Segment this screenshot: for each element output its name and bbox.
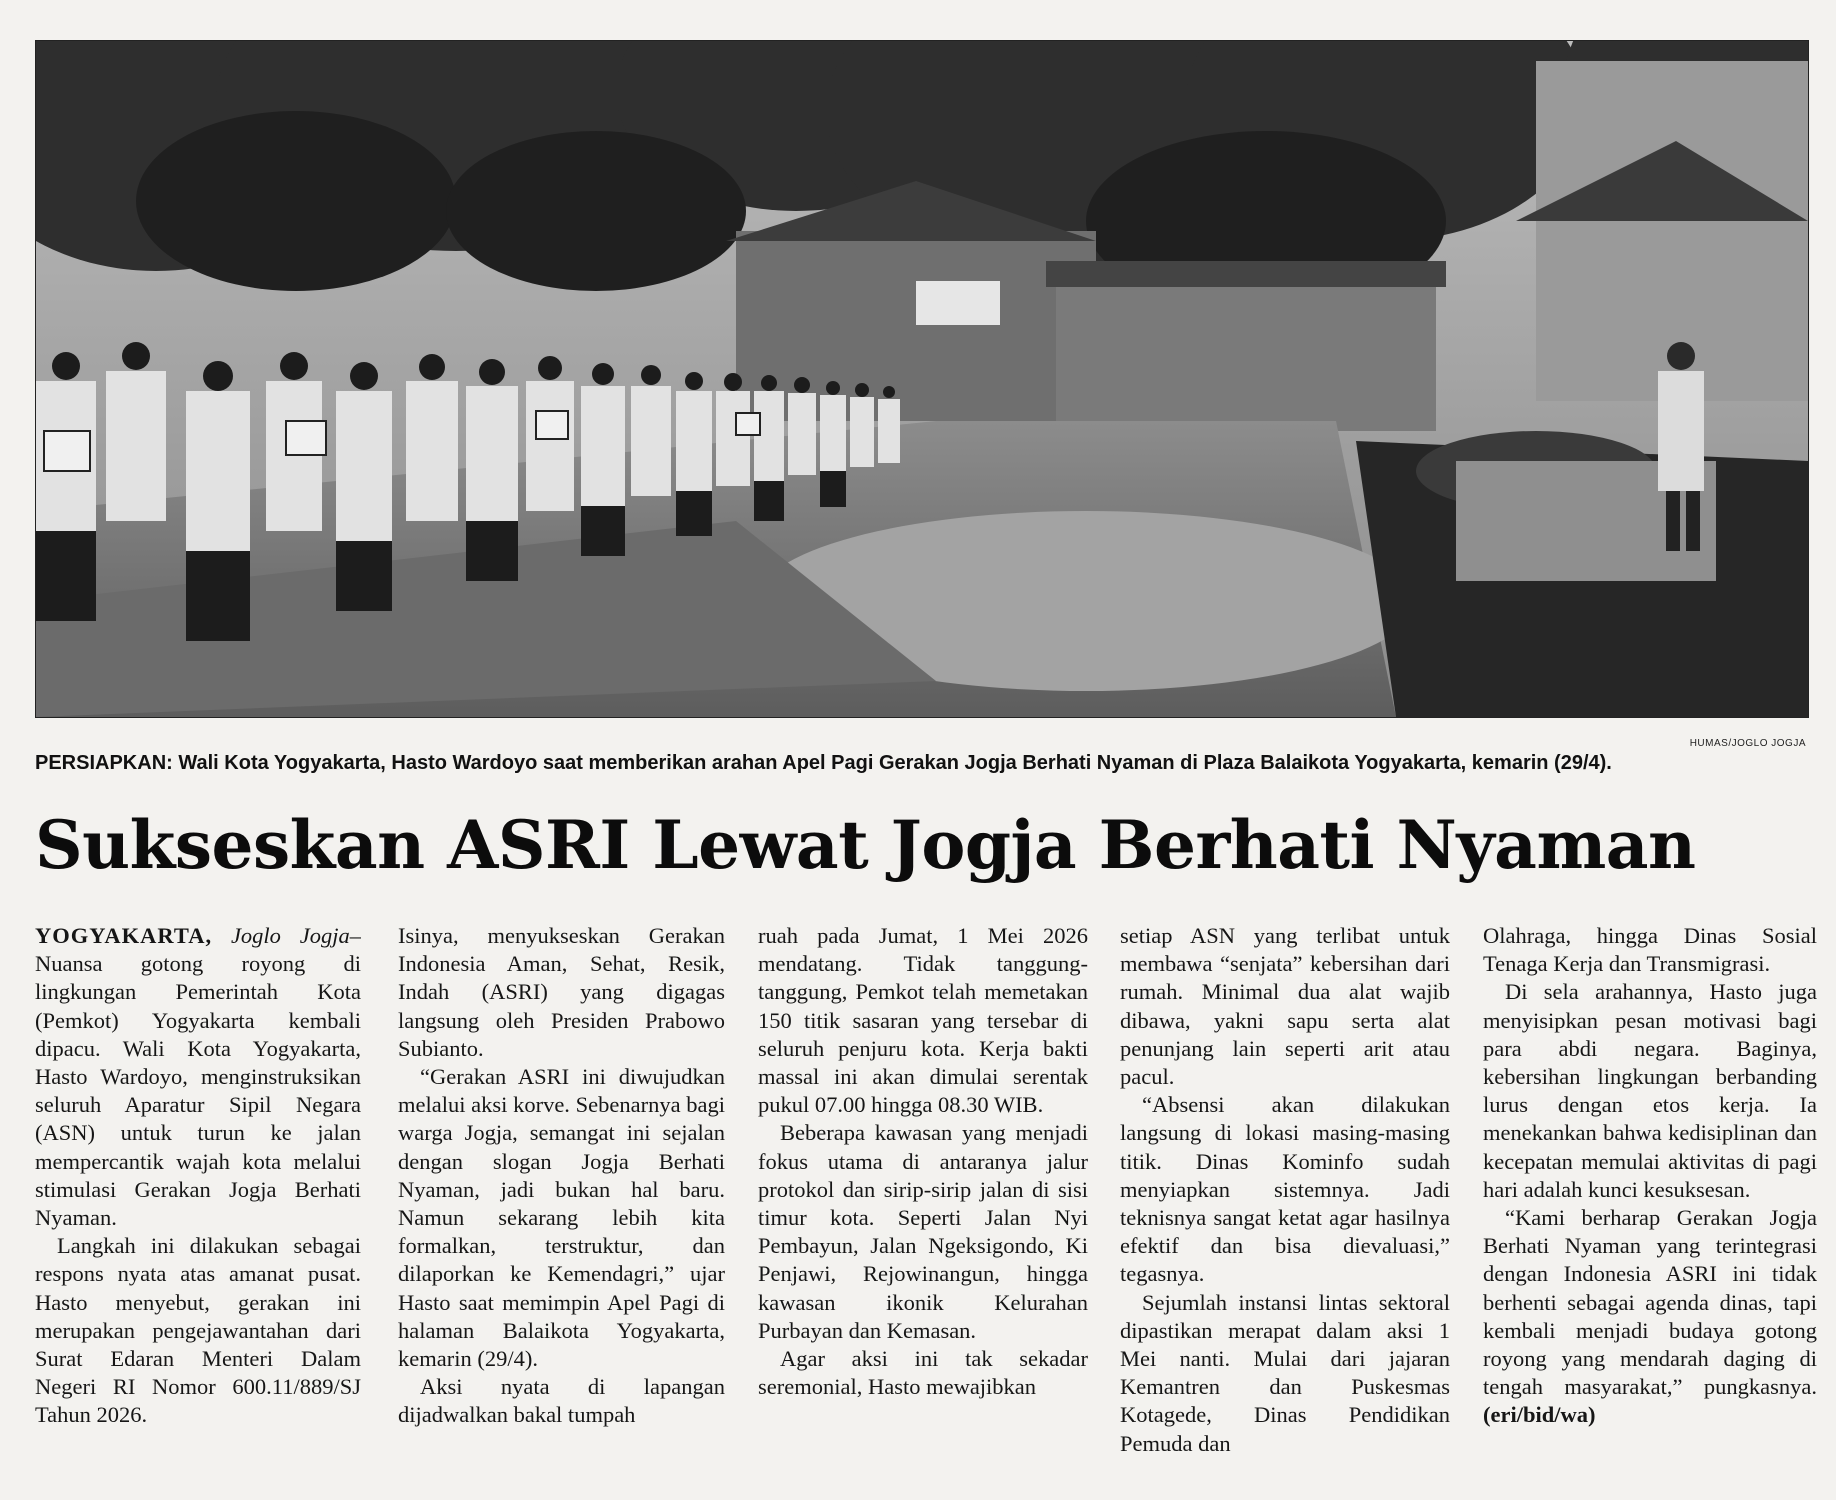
article-paragraph: “Absensi akan dilakukan langsung di lokasi masing-masing titik. Dinas Kominfo sudah menyiapkan sistemnya. Jadi teknisnya sangat ketat agar hasilnya efektif dan bisa dievaluasi,” tegasnya. <box>1120 1092 1450 1287</box>
caption-text: Wali Kota Yogyakarta, Hasto Wardoyo saat memberikan arahan Apel Pagi Gerakan Jogja Berhati Nyaman di Plaza Balaikota Yogyakarta, kemarin (29/4). <box>178 752 1612 774</box>
article-paragraph: Agar aksi ini tak sekadar seremonial, Hasto mewajibkan <box>758 1346 1088 1400</box>
news-photo <box>35 40 1809 718</box>
article-column-4 <box>1120 922 1450 1482</box>
speaker-figure <box>1658 371 1704 491</box>
article-paragraph: Aksi nyata di lapangan dijadwalkan bakal tumpah <box>398 1374 725 1428</box>
article-headline: Sukseskan ASRI Lewat Jogja Berhati Nyaman <box>35 806 1696 884</box>
article-paragraph: Di sela arahannya, Hasto juga menyisipkan pesan motivasi bagi para abdi negara. Baginya, kebersihan lingkungan berbanding lurus dengan etos kerja. Ia menekankan bahwa kedisiplinan dan kecepatan memulai aktivitas di pagi hari adalah kunci kesuksesan. <box>1483 979 1817 1202</box>
author-signoff: (eri/bid/wa) <box>1483 1402 1596 1428</box>
article-paragraph: Sejumlah instansi lintas sektoral dipastikan merapat dalam aksi 1 Mei nanti. Mulai dari jajaran Kemantren dan Puskesmas Kotagede, Dinas Pendidikan Pemuda dan <box>1120 1289 1450 1456</box>
paragraph-text: “Kami berharap Gerakan Jogja Berhati Nyaman yang terintegrasi dengan Indonesia ASRI ini tidak berhenti sebagai agenda dinas, tapi kembali menjadi budaya gotong royong yang mendarah daging di tengah masyarakat,” pungkasnya. <box>1483 1205 1817 1400</box>
news-photo-illustration <box>36 41 1808 717</box>
article-column-2 <box>398 922 725 1482</box>
banner-sign <box>916 281 1000 325</box>
article-column-3 <box>758 922 1088 1482</box>
paragraph-text: – Nuansa gotong royong di lingkungan Pemerintah Kota (Pemkot) Yogyakarta kembali dipacu. Wali Kota Yogyakarta, Hasto Wardoyo, menginstruksikan seluruh Aparatur Sipil Negara (ASN) untuk turun ke jalan mempercantik wajah kota melalui stimulasi Gerakan Jogja Berhati Nyaman. <box>35 923 361 1231</box>
photo-credit: HUMAS/JOGLO JOGJA <box>1689 738 1806 749</box>
caption-label: PERSIAPKAN: <box>35 752 173 774</box>
article-paragraph: Langkah ini dilakukan sebagai respons nyata atas amanat pusat. Hasto menyebut, gerakan ini merupakan pengejawantahan dari Surat Edaran Menteri Dalam Negeri RI Nomor 600.11/889/SJ Tahun 2026. <box>35 1233 361 1428</box>
article-paragraph <box>1483 1204 1817 1430</box>
article-column-1 <box>35 922 361 1482</box>
article-paragraph: “Gerakan ASRI ini diwujudkan melalui aksi korve. Sebenarnya bagi warga Jogja, semangat ini sejalan dengan slogan Jogja Berhati Nyaman, jadi bukan hal baru. Namun sekarang lebih kita formalkan, terstruktur, dan dilaporkan ke Kemendagri,” ujar Hasto saat memimpin Apel Pagi di halaman Balaikota Yogyakarta, kemarin (29/4). <box>398 1064 725 1372</box>
article-paragraph: setiap ASN yang terlibat untuk membawa “senjata” kebersihan dari rumah. Minimal dua alat wajib dibawa, yakni sapu serta alat penunjang lain seperti arit atau pacul. <box>1120 923 1450 1090</box>
article-paragraph <box>35 922 361 1232</box>
article-column-5 <box>1483 922 1817 1482</box>
article-paragraph: ruah pada Jumat, 1 Mei 2026 mendatang. Tidak tanggung-tanggung, Pemkot telah memetakan 150 titik sasaran yang tersebar di seluruh penjuru kota. Kerja bakti massal ini akan dimulai serentak pukul 07.00 hingga 08.30 WIB. <box>758 923 1088 1118</box>
article-paragraph: Beberapa kawasan yang menjadi fokus utama di antaranya jalur protokol dan sirip-sirip jalan di sisi timur kota. Seperti Jalan Nyi Pembayun, Jalan Ngeksigondo, Ki Penjawi, Rejowinangun, hingga kawasan ikonik Kelurahan Purbayan dan Kemasan. <box>758 1120 1088 1343</box>
article-paragraph: Isinya, menyukseskan Gerakan Indonesia Aman, Sehat, Resik, Indah (ASRI) yang digagas langsung oleh Presiden Prabowo Subianto. <box>398 923 725 1061</box>
publication-name: Joglo Jogja <box>230 923 350 948</box>
dateline: YOGYAKARTA, <box>35 923 213 948</box>
article-paragraph: Olahraga, hingga Dinas Sosial Tenaga Kerja dan Transmigrasi. <box>1483 923 1817 977</box>
photo-caption <box>35 751 1825 775</box>
